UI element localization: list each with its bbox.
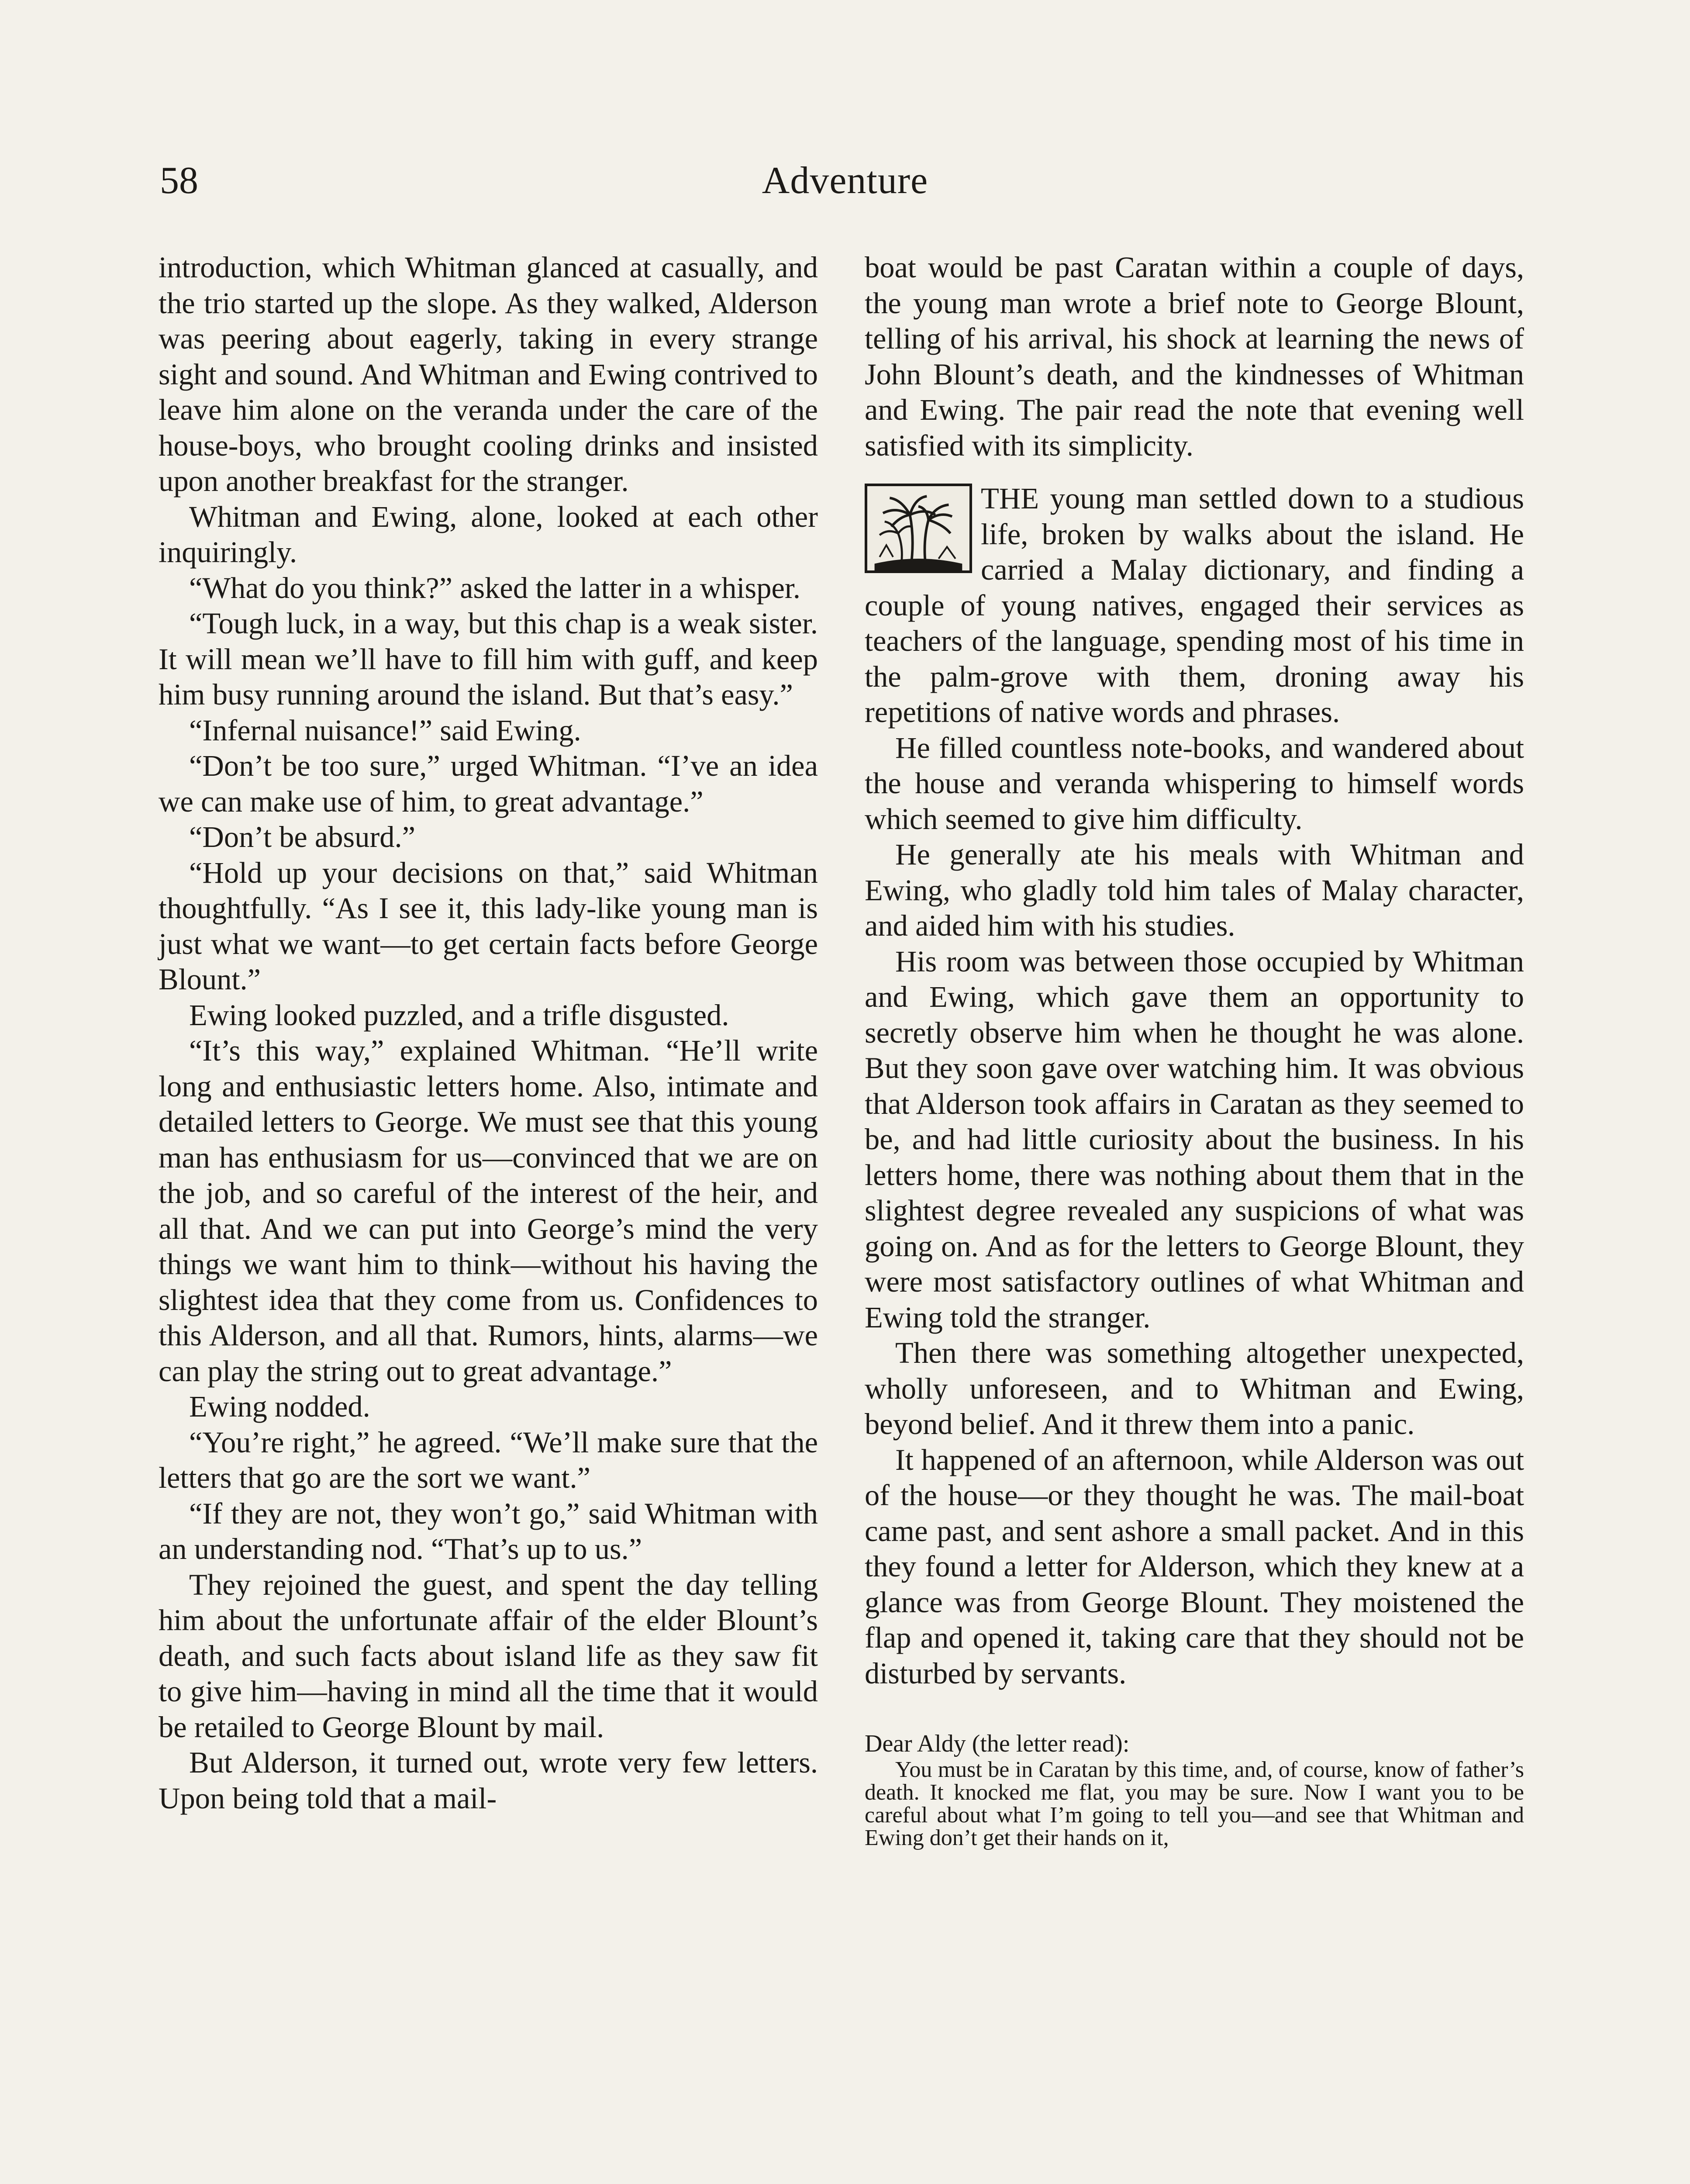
paragraph: “It’s this way,” explained Whitman. “He’ll write long and enthusiastic letters home. Also, intimate and detailed letters to George. We must see that this young man has enthusiasm for us—convinced that we are on the job, and so careful of the interest of the heir, and all that. And we can put into George’s mind the very things we want him to think—without his having the slightest idea that they come from us. Confidences to this Alderson, and all that. Rumors, hints, alarms—we can play the string out to great advantage.” xyxy=(159,1034,818,1388)
paragraph: Whitman and Ewing, alone, looked at each other inquiringly. xyxy=(159,500,818,569)
paragraph: He filled countless note-books, and wandered about the house and veranda whispering to himself words which seemed to give him difficulty. xyxy=(865,731,1524,836)
paragraph: “You’re right,” he agreed. “We’ll make sure that the letters that go are the sort we want.” xyxy=(159,1425,818,1494)
paragraph: THE young man settled down to a studious life, broken by walks about the island. He carried a Malay dictionary, and finding a couple of young natives, engaged their services as teachers of the language, spending most of his time in the palm-grove with them, droning away his repetitions of native words and phrases. xyxy=(865,482,1524,729)
paragraph: Ewing nodded. xyxy=(189,1390,370,1423)
paragraph: “Infernal nuisance!” said Ewing. xyxy=(189,713,581,747)
page-title: Adventure xyxy=(762,159,928,202)
letter-salutation: Dear Aldy (the letter read): xyxy=(865,1730,1130,1757)
paragraph: He generally ate his meals with Whitman and Ewing, who gladly told him tales of Malay character, and aided him with his studies. xyxy=(865,838,1524,942)
paragraph: “What do you think?” asked the latter in a whisper. xyxy=(189,571,801,605)
paragraph: But Alderson, it turned out, wrote very few letters. Upon being told that a mail- xyxy=(159,1746,818,1815)
paragraph: “Don’t be too sure,” urged Whitman. “I’ve an idea we can make use of him, to great advantage.” xyxy=(159,749,818,818)
paragraph: Ewing looked puzzled, and a trifle disgusted. xyxy=(189,998,729,1032)
page-number: 58 xyxy=(160,159,198,202)
paragraph: introduction, which Whitman glanced at casually, and the trio started up the slope. As they walked, Alderson was peering about eagerly, taking in every strange sight and sound. And Whitman and Ewing contrived to leave him alone on the veranda under the care of the house-boys, who brought cooling drinks and insisted upon another breakfast for the stranger. xyxy=(159,251,818,498)
paragraph: boat would be past Caratan within a couple of days, the young man wrote a brief note to George Blount, telling of his arrival, his shock at learning the news of John Blount’s death, and the kindnesses of Whitman and Ewing. The pair read the note that evening well satisfied with its simplicity. xyxy=(865,251,1524,462)
paragraph: “Don’t be absurd.” xyxy=(189,820,416,854)
right-column xyxy=(865,250,1524,1849)
letter-body: You must be in Caratan by this time, and, of course, know of father’s death. It knocked me flat, you may be sure. Now I want you to be careful about what I’m going to tell you—and see that Whitman and Ewing don’t get their hands on it, xyxy=(865,1757,1524,1850)
paragraph: It happened of an afternoon, while Alderson was out of the house—or they thought he was. The mail-boat came past, and sent ashore a small packet. And in this they found a letter for Alderson, which they knew at a glance was from George Blount. They moistened the flap and opened it, taking care that they should not be disturbed by servants. xyxy=(865,1443,1524,1690)
paragraph: “Hold up your decisions on that,” said Whitman thoughtfully. “As I see it, this lady-like young man is just what we want—to get certain facts before George Blount.” xyxy=(159,856,818,996)
paragraph: “If they are not, they won’t go,” said Whitman with an understanding nod. “That’s up to us.” xyxy=(159,1496,818,1565)
paragraph: They rejoined the guest, and spent the day telling him about the unfortunate affair of the elder Blount’s death, and such facts about island life as they saw fit to give him—having in mind all the time that it would be retailed to George Blount by mail. xyxy=(159,1568,818,1744)
paragraph: “Tough luck, in a way, but this chap is a weak sister. It will mean we’ll have to fill him with guff, and keep him busy running around the island. But that’s easy.” xyxy=(159,607,818,711)
palm-trees-illustration xyxy=(867,486,969,570)
paragraph: His room was between those occupied by Whitman and Ewing, which gave them an opportunity to secretly observe him when he thought he was alone. But they soon gave over watching him. It was obvious that Alderson took affairs in Caratan as they seemed to be, and had little curiosity about the business. In his letters home, there was nothing about them that in the slightest degree revealed any suspicions of what was going on. And as for the letters to George Blount, they were most satisfactory outlines of what Whitman and Ewing told the stranger. xyxy=(865,944,1524,1334)
left-column xyxy=(159,250,818,1816)
paragraph: Then there was something altogether unexpected, wholly unforeseen, and to Whitman and Ewing, beyond belief. And it threw them into a panic. xyxy=(865,1336,1524,1441)
section-opening xyxy=(865,481,1524,730)
palm-trees-icon xyxy=(865,484,972,573)
